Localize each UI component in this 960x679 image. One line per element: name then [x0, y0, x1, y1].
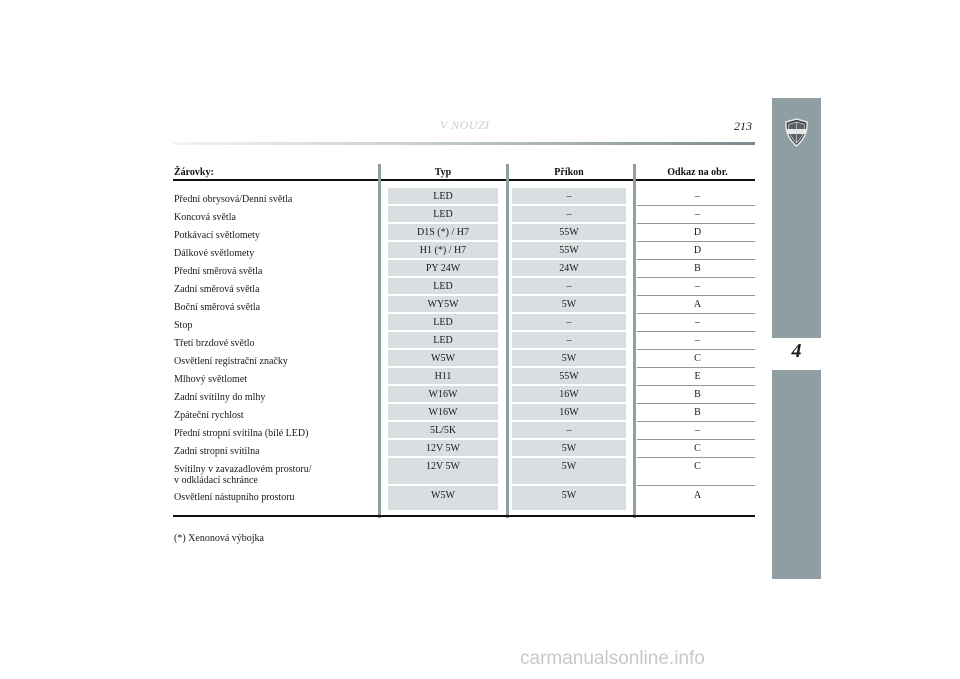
bulb-type: D1S (*) / H7	[417, 227, 469, 238]
bulb-type: LED	[433, 335, 453, 346]
bulb-power: 5W	[561, 490, 577, 501]
header-power: Příkon	[554, 167, 584, 178]
bulb-name: Koncová světla	[174, 212, 236, 223]
row-separator	[637, 439, 755, 440]
bulb-ref: –	[695, 281, 700, 292]
footnote: (*) Xenonová výbojka	[174, 533, 264, 544]
bulb-power: –	[566, 317, 572, 328]
bulb-ref: D	[693, 227, 702, 238]
row-separator	[637, 241, 755, 242]
bulb-ref: C	[694, 443, 701, 454]
bulb-type: H1 (*) / H7	[419, 245, 467, 256]
bulb-ref: –	[695, 191, 700, 202]
row-separator	[637, 367, 755, 368]
bulb-power: –	[566, 209, 572, 220]
bulb-power: –	[566, 335, 572, 346]
row-separator	[637, 205, 755, 206]
bulb-power: 16W	[559, 389, 579, 400]
bulb-power: 5W	[561, 353, 577, 364]
bulb-ref: D	[693, 245, 702, 256]
bulb-ref: –	[695, 425, 700, 436]
bulb-name: Zpáteční rychlost	[174, 410, 244, 421]
bulb-name: Stop	[174, 320, 193, 331]
bulb-name: Zadní směrová světla	[174, 284, 260, 295]
bulb-name: Zadní stropní svítilna	[174, 446, 260, 457]
bulb-ref: C	[694, 461, 701, 472]
bulb-ref: C	[694, 353, 701, 364]
bulb-power: 55W	[559, 371, 579, 382]
row-separator	[637, 421, 755, 422]
bulb-name: Třetí brzdové světlo	[174, 338, 255, 349]
bulb-name: Přední směrová světla	[174, 266, 263, 277]
row-separator	[637, 295, 755, 296]
row-separator	[637, 277, 755, 278]
bulb-ref: B	[694, 263, 701, 274]
bulb-ref: E	[694, 371, 701, 382]
bulb-ref: –	[695, 335, 700, 346]
header-type: Typ	[434, 167, 452, 178]
bulb-power: –	[566, 425, 572, 436]
bulb-ref: A	[693, 490, 702, 501]
bulb-name: Boční směrová světla	[174, 302, 261, 313]
row-separator	[637, 331, 755, 332]
bulb-power: –	[566, 281, 572, 292]
bulb-type: 12V 5W	[426, 461, 460, 472]
row-separator	[637, 403, 755, 404]
bulb-ref: –	[695, 209, 700, 220]
bulb-name-line2: v odkládací schránce	[174, 475, 258, 486]
bulb-type: PY 24W	[425, 263, 461, 274]
bulb-name: Dálkové světlomety	[174, 248, 255, 259]
row-separator	[637, 313, 755, 314]
bulb-type: 12V 5W	[426, 443, 460, 454]
table-bottom-rule	[173, 515, 755, 517]
bulb-name: Osvětlení nástupního prostoru	[174, 492, 295, 503]
section-title: V NOUZI	[440, 118, 490, 132]
bulb-type: W5W	[431, 490, 455, 501]
header-rule-black	[173, 179, 755, 181]
bulb-type: W5W	[431, 353, 455, 364]
bulb-name: Svítilny v zavazadlovém prostoru/	[174, 464, 312, 475]
column-divider	[378, 164, 381, 518]
bulb-ref: B	[694, 407, 701, 418]
row-separator	[637, 457, 755, 458]
bulb-type: 5L/5K	[429, 425, 457, 436]
chapter-number: 4	[791, 340, 802, 362]
bulb-type: WY5W	[427, 299, 459, 310]
row-separator	[637, 223, 755, 224]
lancia-shield-icon	[784, 118, 809, 147]
bulb-name: Potkávací světlomety	[174, 230, 260, 241]
bulb-name: Přední obrysová/Denní světla	[174, 194, 293, 205]
bulb-type: LED	[433, 191, 453, 202]
bulb-power: –	[566, 191, 572, 202]
bulb-name: Přední stropní svítilna (bílé LED)	[174, 428, 309, 439]
bulb-ref: –	[695, 317, 700, 328]
row-separator	[637, 349, 755, 350]
bulb-type: W16W	[428, 407, 458, 418]
bulb-power: 16W	[559, 407, 579, 418]
watermark-text: carmanualsonline.info	[520, 648, 705, 669]
bulb-type: LED	[433, 209, 453, 220]
bulb-ref: A	[693, 299, 702, 310]
bulb-power: 24W	[559, 263, 579, 274]
bulb-power: 55W	[559, 245, 579, 256]
row-separator	[637, 485, 755, 486]
row-separator	[637, 259, 755, 260]
header-ref: Odkaz na obr.	[667, 167, 728, 178]
column-divider	[506, 164, 509, 518]
row-separator	[637, 385, 755, 386]
header-rule	[173, 142, 755, 145]
bulb-name: Zadní svítilny do mlhy	[174, 392, 266, 403]
bulb-type: LED	[433, 281, 453, 292]
bulb-power: 5W	[561, 299, 577, 310]
header-bulbs: Žárovky:	[174, 167, 214, 178]
bulb-name: Mlhový světlomet	[174, 374, 248, 385]
page-number: 213	[734, 119, 752, 133]
bulb-type: H11	[434, 371, 452, 382]
bulb-ref: B	[694, 389, 701, 400]
bulb-power: 5W	[561, 461, 577, 472]
bulb-power: 5W	[561, 443, 577, 454]
bulb-power: 55W	[559, 227, 579, 238]
bulb-type: W16W	[428, 389, 458, 400]
bulb-type: LED	[433, 317, 453, 328]
bulb-name: Osvětlení registrační značky	[174, 356, 288, 367]
column-divider	[633, 164, 636, 518]
